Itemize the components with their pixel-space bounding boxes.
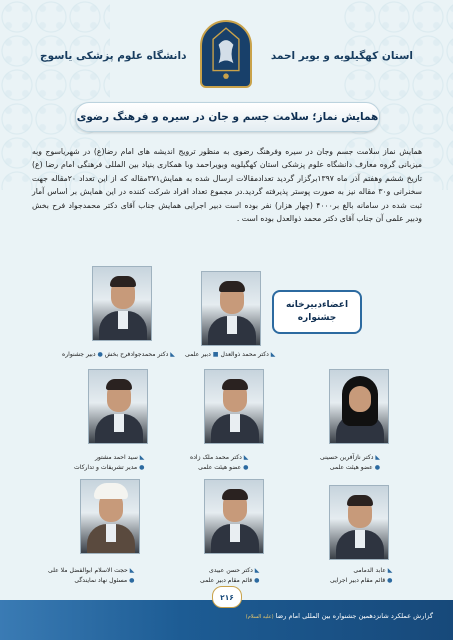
member-photo [80,479,140,554]
footer-subtitle: (علیه السلام) [245,614,274,620]
member-role: دبیر علمی [185,351,211,358]
member-role: قائم مقام دبیر علمی [200,577,253,584]
bullet-icon: ◣ [129,567,135,574]
secretariat-members-label [272,290,362,334]
province-label: استان کهگیلویه و بویر احمد [270,50,413,62]
member-name: دکتر محمد ملک زاده [190,454,242,461]
member-photo [204,369,264,444]
member-role: عضو هیئت علمی [329,464,373,471]
university-label: دانشگاه علوم پزشکی یاسوج [40,50,187,62]
member-photo [88,369,148,444]
member-caption [200,566,259,586]
member-photo [204,479,264,554]
bullet-icon: ◣ [387,567,393,574]
member-caption [190,453,248,473]
member-photo [201,271,261,346]
bullet-icon: ● [387,577,393,584]
board-label-line1: اعضاءدبیرخانه [285,300,349,310]
page-title: همایش نماز؛ سلامت جسم و جان در سیره و فرهنگ رضوی [75,102,380,132]
member-name: دکتر حسن عبیدی [209,567,253,574]
bullet-icon: ◣ [243,454,249,461]
bullet-icon: ● [129,577,135,584]
member-photo [329,369,389,444]
member-role: عضو هیئت علمی [198,464,242,471]
member-caption [185,350,275,360]
bullet-icon: ◣ [170,351,175,358]
member-photo [329,485,389,560]
footer-title: گزارش عملکرد شانزدهمین جشنواره بین المللی امام رضا [275,612,433,620]
member-caption [330,566,392,586]
member-caption [48,566,134,586]
member-role: مسئول نهاد نمایندگی [74,577,128,584]
member-name: دکتر نازآفرین حسینی [320,454,374,461]
member-name: سید احمد مشتور [94,454,138,461]
member-photo [92,266,152,341]
bullet-icon: ● [243,464,249,471]
member-name: دکتر محمدجوادفرح بخش [104,351,169,358]
member-name: حجت الاسلام ابوالفضل ملا علی [48,567,128,574]
member-caption [74,453,144,473]
bullet-icon: ◣ [139,454,145,461]
bullet-icon: ■ [212,351,219,358]
bullet-icon: ◣ [254,567,260,574]
board-label-line2: جشنواره [297,313,337,323]
member-role: دبیر جشنواره [62,351,96,358]
footer-caption [246,612,433,620]
bullet-icon: ● [97,351,103,358]
member-role: مدیر تشریفات و تدارکات [74,464,138,471]
member-role: قائم مقام دبیر اجرایی [330,577,386,584]
bullet-icon: ◣ [270,351,276,358]
body-paragraph: همایش نماز سلامت جسم وجان در سیره وفرهنگ رضوی به منظور ترویج اندیشه های امام رضا(ع) در شهریاسوج وبه میزبانی گروه معارف دانشگاه علوم پزشکی استان کهگیلویه وبویراحمد وبا همکاری بنیاد بین المللی فرهنگی امام رضا (ع) تاریخ ششم وهفتم آذر ماه ۱۳۹۷برگزار گردید تعدادمقالات ارسال شده به همایش۳۷۱مقاله که از این تعداد ۲۰مقاله جهت سخنرانی و۳۰ مقاله نیز به صورت پوستر پذیرفته گردید.در مجموع تعداد افراد شرکت کننده در این همایش بر اساس آمار ثبت شده در سامانه بالغ بر۴۰۰۰ (چهار هزار) نفر بوده است دبیر اجرایی همایش جناب آقای دکتر محمدجواد فرح بخش ودبیر علمی آن جناب آقای دکتر محمد ذوالعدل بوده است . [32,147,423,224]
bullet-icon: ● [139,464,145,471]
member-caption [320,453,380,473]
page-number: ۲۱۶ [212,586,242,608]
member-name: عابد الدمامی [353,567,386,574]
bullet-icon: ● [254,577,260,584]
bullet-icon: ● [374,464,381,471]
imam-reza-emblem-icon [200,20,252,88]
member-name: دکتر محمد ذوالعدل [220,351,269,358]
member-caption [62,350,175,360]
bullet-icon: ◣ [375,454,381,461]
